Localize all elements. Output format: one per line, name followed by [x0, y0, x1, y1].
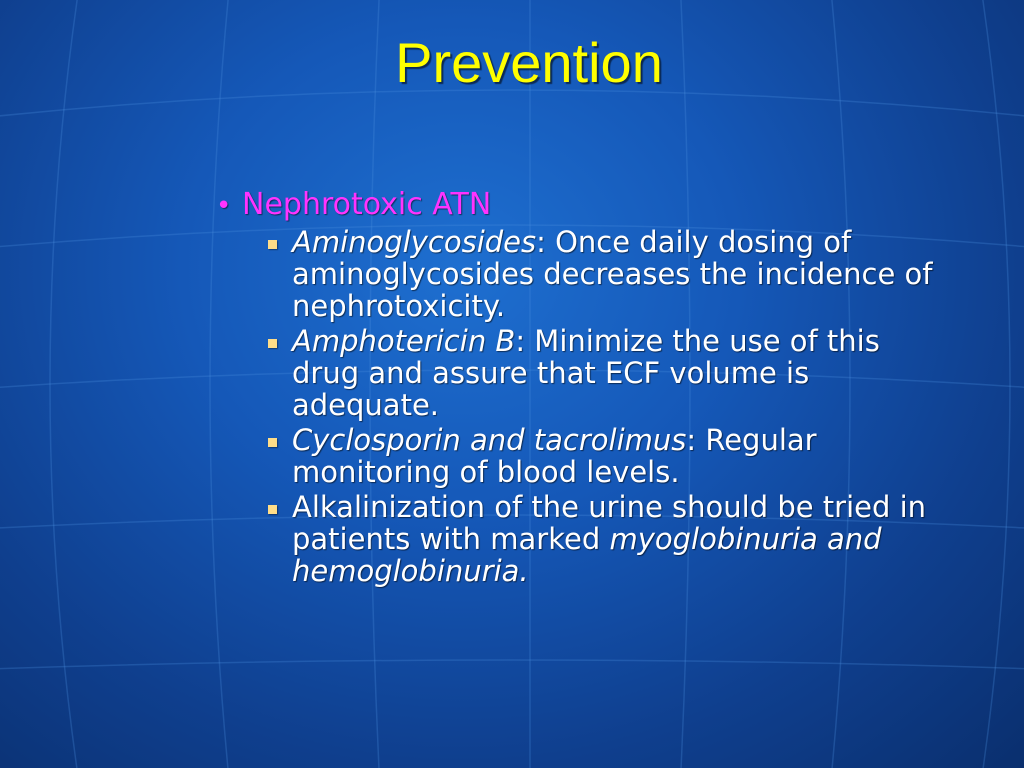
square-bullet-icon [268, 488, 292, 520]
square-bullet-icon [268, 421, 292, 453]
square-bullet-icon [268, 223, 292, 255]
list-item [268, 424, 938, 488]
bullet-level1 [216, 188, 976, 223]
sub-bullet-list [268, 226, 938, 587]
condition-name: myoglobinuria and hemoglobinuria. [292, 522, 882, 588]
drug-name: Cyclosporin and tacrolimus [292, 423, 687, 457]
drug-name: Aminoglycosides [292, 225, 537, 259]
list-item-text [292, 226, 938, 322]
list-item [268, 325, 938, 421]
round-bullet-icon: • [216, 191, 232, 221]
list-item-text [292, 424, 938, 488]
list-item [268, 491, 938, 587]
list-item [268, 226, 938, 322]
list-item-detail: : Regular monitoring of blood levels. [292, 423, 817, 489]
list-item-detail: Alkalinization of the urine should be tried in patients with marked [292, 490, 927, 556]
square-bullet-icon [268, 322, 292, 354]
bullet-level1-text: Nephrotoxic ATN [242, 187, 492, 222]
list-item-detail: : Minimize the use of this drug and assure that ECF volume is adequate. [292, 324, 880, 422]
list-item-detail: : Once daily dosing of aminoglycosides decreases the incidence of nephrotoxicity. [292, 225, 933, 323]
list-item-text [292, 491, 938, 587]
slide-body [216, 188, 976, 590]
drug-name: Amphotericin B [292, 324, 516, 358]
list-item-text [292, 325, 938, 421]
slide-title: Prevention [395, 31, 663, 94]
